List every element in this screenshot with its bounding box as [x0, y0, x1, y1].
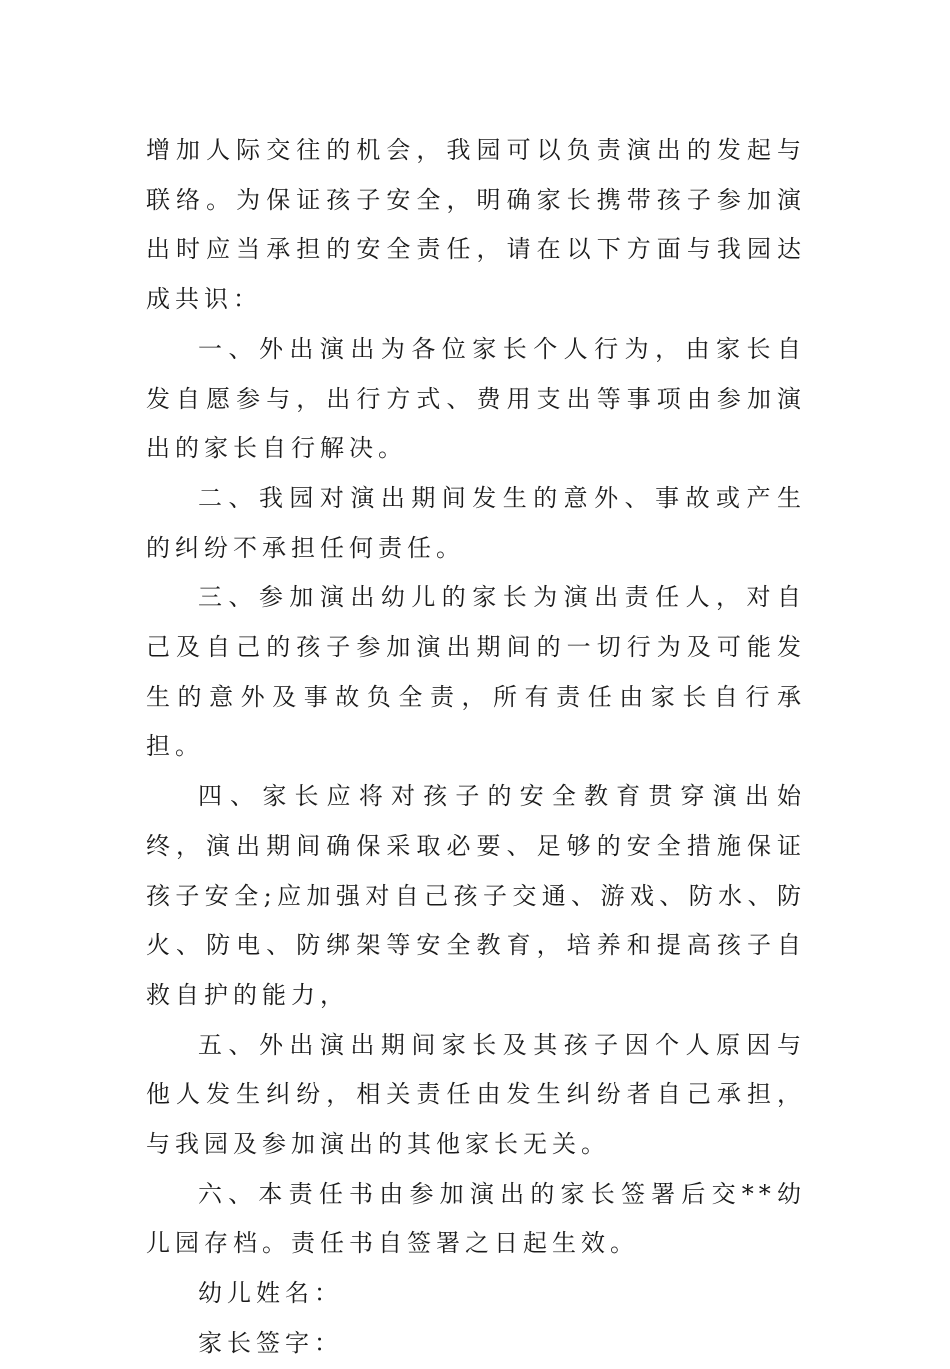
- child-name-label: 幼儿姓名：: [198, 1279, 343, 1308]
- parent-signature-label: 家长签字：: [198, 1328, 343, 1357]
- clause-5-paragraph: 五、外出演出期间家长及其孩子因个人原因与他人发生纠纷，相关责任由发生纠纷者自己承担，与我园及参加演出的其他家长无关。: [146, 1030, 806, 1159]
- intro-paragraph: 增加人际交往的机会，我园可以负责演出的发起与联络。为保证孩子安全，明确家长携带孩子参加演出时应当承担的安全责任，请在以下方面与我园达成共识：: [146, 136, 806, 314]
- clause-3-paragraph: 三、参加演出幼儿的家长为演出责任人，对自己及自己的孩子参加演出期间的一切行为及可能发生的意外及事故负全责，所有责任由家长自行承担。: [146, 583, 806, 761]
- clause-2-paragraph: 二、我园对演出期间发生的意外、事故或产生的纠纷不承担任何责任。: [146, 483, 806, 562]
- clause-6-paragraph: 六、本责任书由参加演出的家长签署后交**幼儿园存档。责任书自签署之日起生效。: [146, 1179, 806, 1258]
- document-page: [146, 126, 806, 1369]
- clause-4-paragraph: 四、家长应将对孩子的安全教育贯穿演出始终，演出期间确保采取必要、足够的安全措施保证孩子安全;应加强对自己孩子交通、游戏、防水、防火、防电、防绑架等安全教育，培养和提高孩子自救自护的能力，: [146, 782, 806, 1009]
- clause-1-paragraph: 一、外出演出为各位家长个人行为，由家长自发自愿参与，出行方式、费用支出等事项由参加演出的家长自行解决。: [146, 334, 806, 463]
